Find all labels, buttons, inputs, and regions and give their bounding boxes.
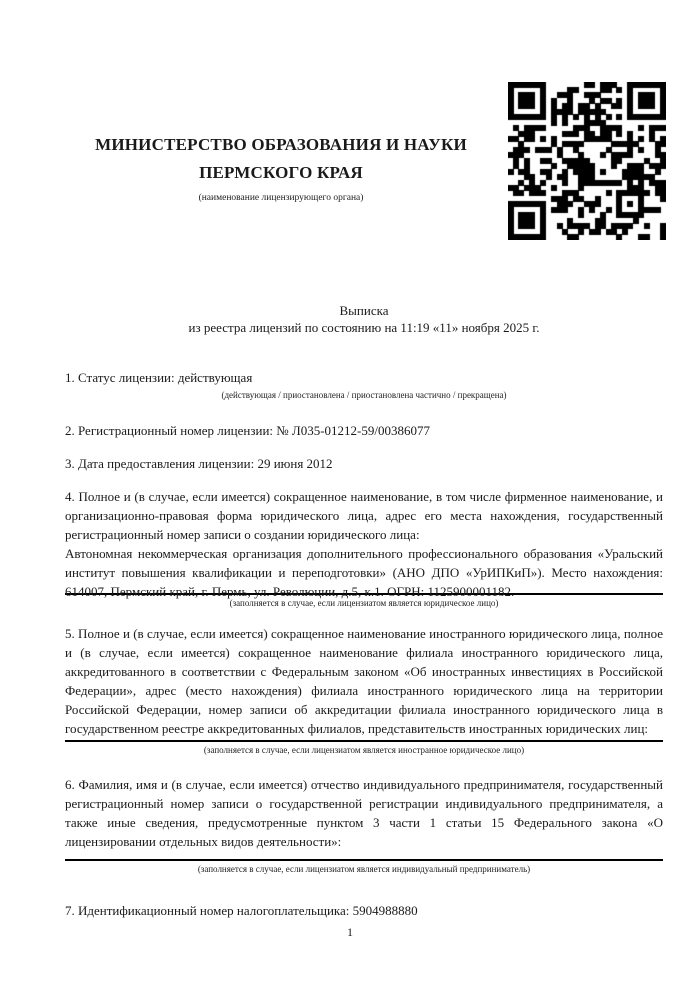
document-title-line2: из реестра лицензий по состоянию на 11:19 «11» ноября 2025 г. [188,320,540,335]
ministry-name [68,131,494,187]
document-title-line1: Выписка [339,303,389,318]
document-title [65,302,663,336]
item-1-caption: (действующая / приостановлена / приостановлена частично / прекращена) [221,390,507,400]
item-3-grant-date: 3. Дата предоставления лицензии: 29 июня 2012 [65,456,333,471]
item-6-fill-line [65,859,663,861]
ministry-caption: (наименование лицензирующего органа) [198,193,364,203]
item-4-legal-entity-intro: 4. Полное и (в случае, если имеется) сокращенное наименование, в том числе фирменное наименование, и организационно-правовая форма юридического лица, адрес его места нахождения, государственный регистрационный номер записи о создании юридического лица: [65,489,663,542]
qr-code-image [508,82,666,240]
ministry-name-line1: МИНИСТЕРСТВО ОБРАЗОВАНИЯ И НАУКИ [95,135,467,154]
item-1-license-status: 1. Статус лицензии: действующая [65,370,253,385]
item-2-registration-number: 2. Регистрационный номер лицензии: № Л035-01212-59/00386077 [65,423,431,438]
licensing-authority-header [68,131,494,205]
item-7-taxpayer-number: 7. Идентификационный номер налогоплательщика: 5904988880 [65,903,418,918]
item-4-legal-entity-value: Автономная некоммерческая организация дополнительного профессионального образования «Уральский институт повышения квалификации и переподготовки» (АНО ДПО «УрИПКиП»). Место нахождения: 614007, Пермский край, г. Пермь, ул. Революции, д.5, к.1. ОГРН: 1125900001182. [65,546,663,599]
item-4-caption: (заполняется в случае, если лицензиатом является юридическое лицо) [229,598,499,608]
qr-code [508,82,666,240]
ministry-name-line2: ПЕРМСКОГО КРАЯ [199,163,363,182]
item-6-caption: (заполняется в случае, если лицензиатом является индивидуальный предприниматель) [197,864,531,874]
item-5-foreign-entity: 5. Полное и (в случае, если имеется) сокращенное наименование иностранного юридического лица, полное и (в случае, если имеется) сокращенное наименование филиала иностранного юридического лица, аккредитованного в соответствии с Федеральным законом «Об иностранных инвестициях в Российской Федерации», адрес (место нахождения) филиала иностранного юридического лица на территории Российской Федерации, номер записи об аккредитации филиала иностранного юридического лица в государственном реестре аккредитованных филиалов, представительств иностранных юридических лиц: [65,626,663,736]
document-body [65,368,663,920]
item-5-caption: (заполняется в случае, если лицензиатом является иностранное юридическое лицо) [203,745,525,755]
item-6-entrepreneur: 6. Фамилия, имя и (в случае, если имеется) отчество индивидуального предпринимателя, государственный регистрационный номер записи о государственной регистрации индивидуального предпринимателя, а также иные сведения, предусмотренные пунктом 3 части 1 статьи 15 Федерального закона «О лицензировании отдельных видов деятельности»: [65,777,663,849]
page-number: 1 [347,925,353,939]
item-5-fill-line [65,740,663,742]
